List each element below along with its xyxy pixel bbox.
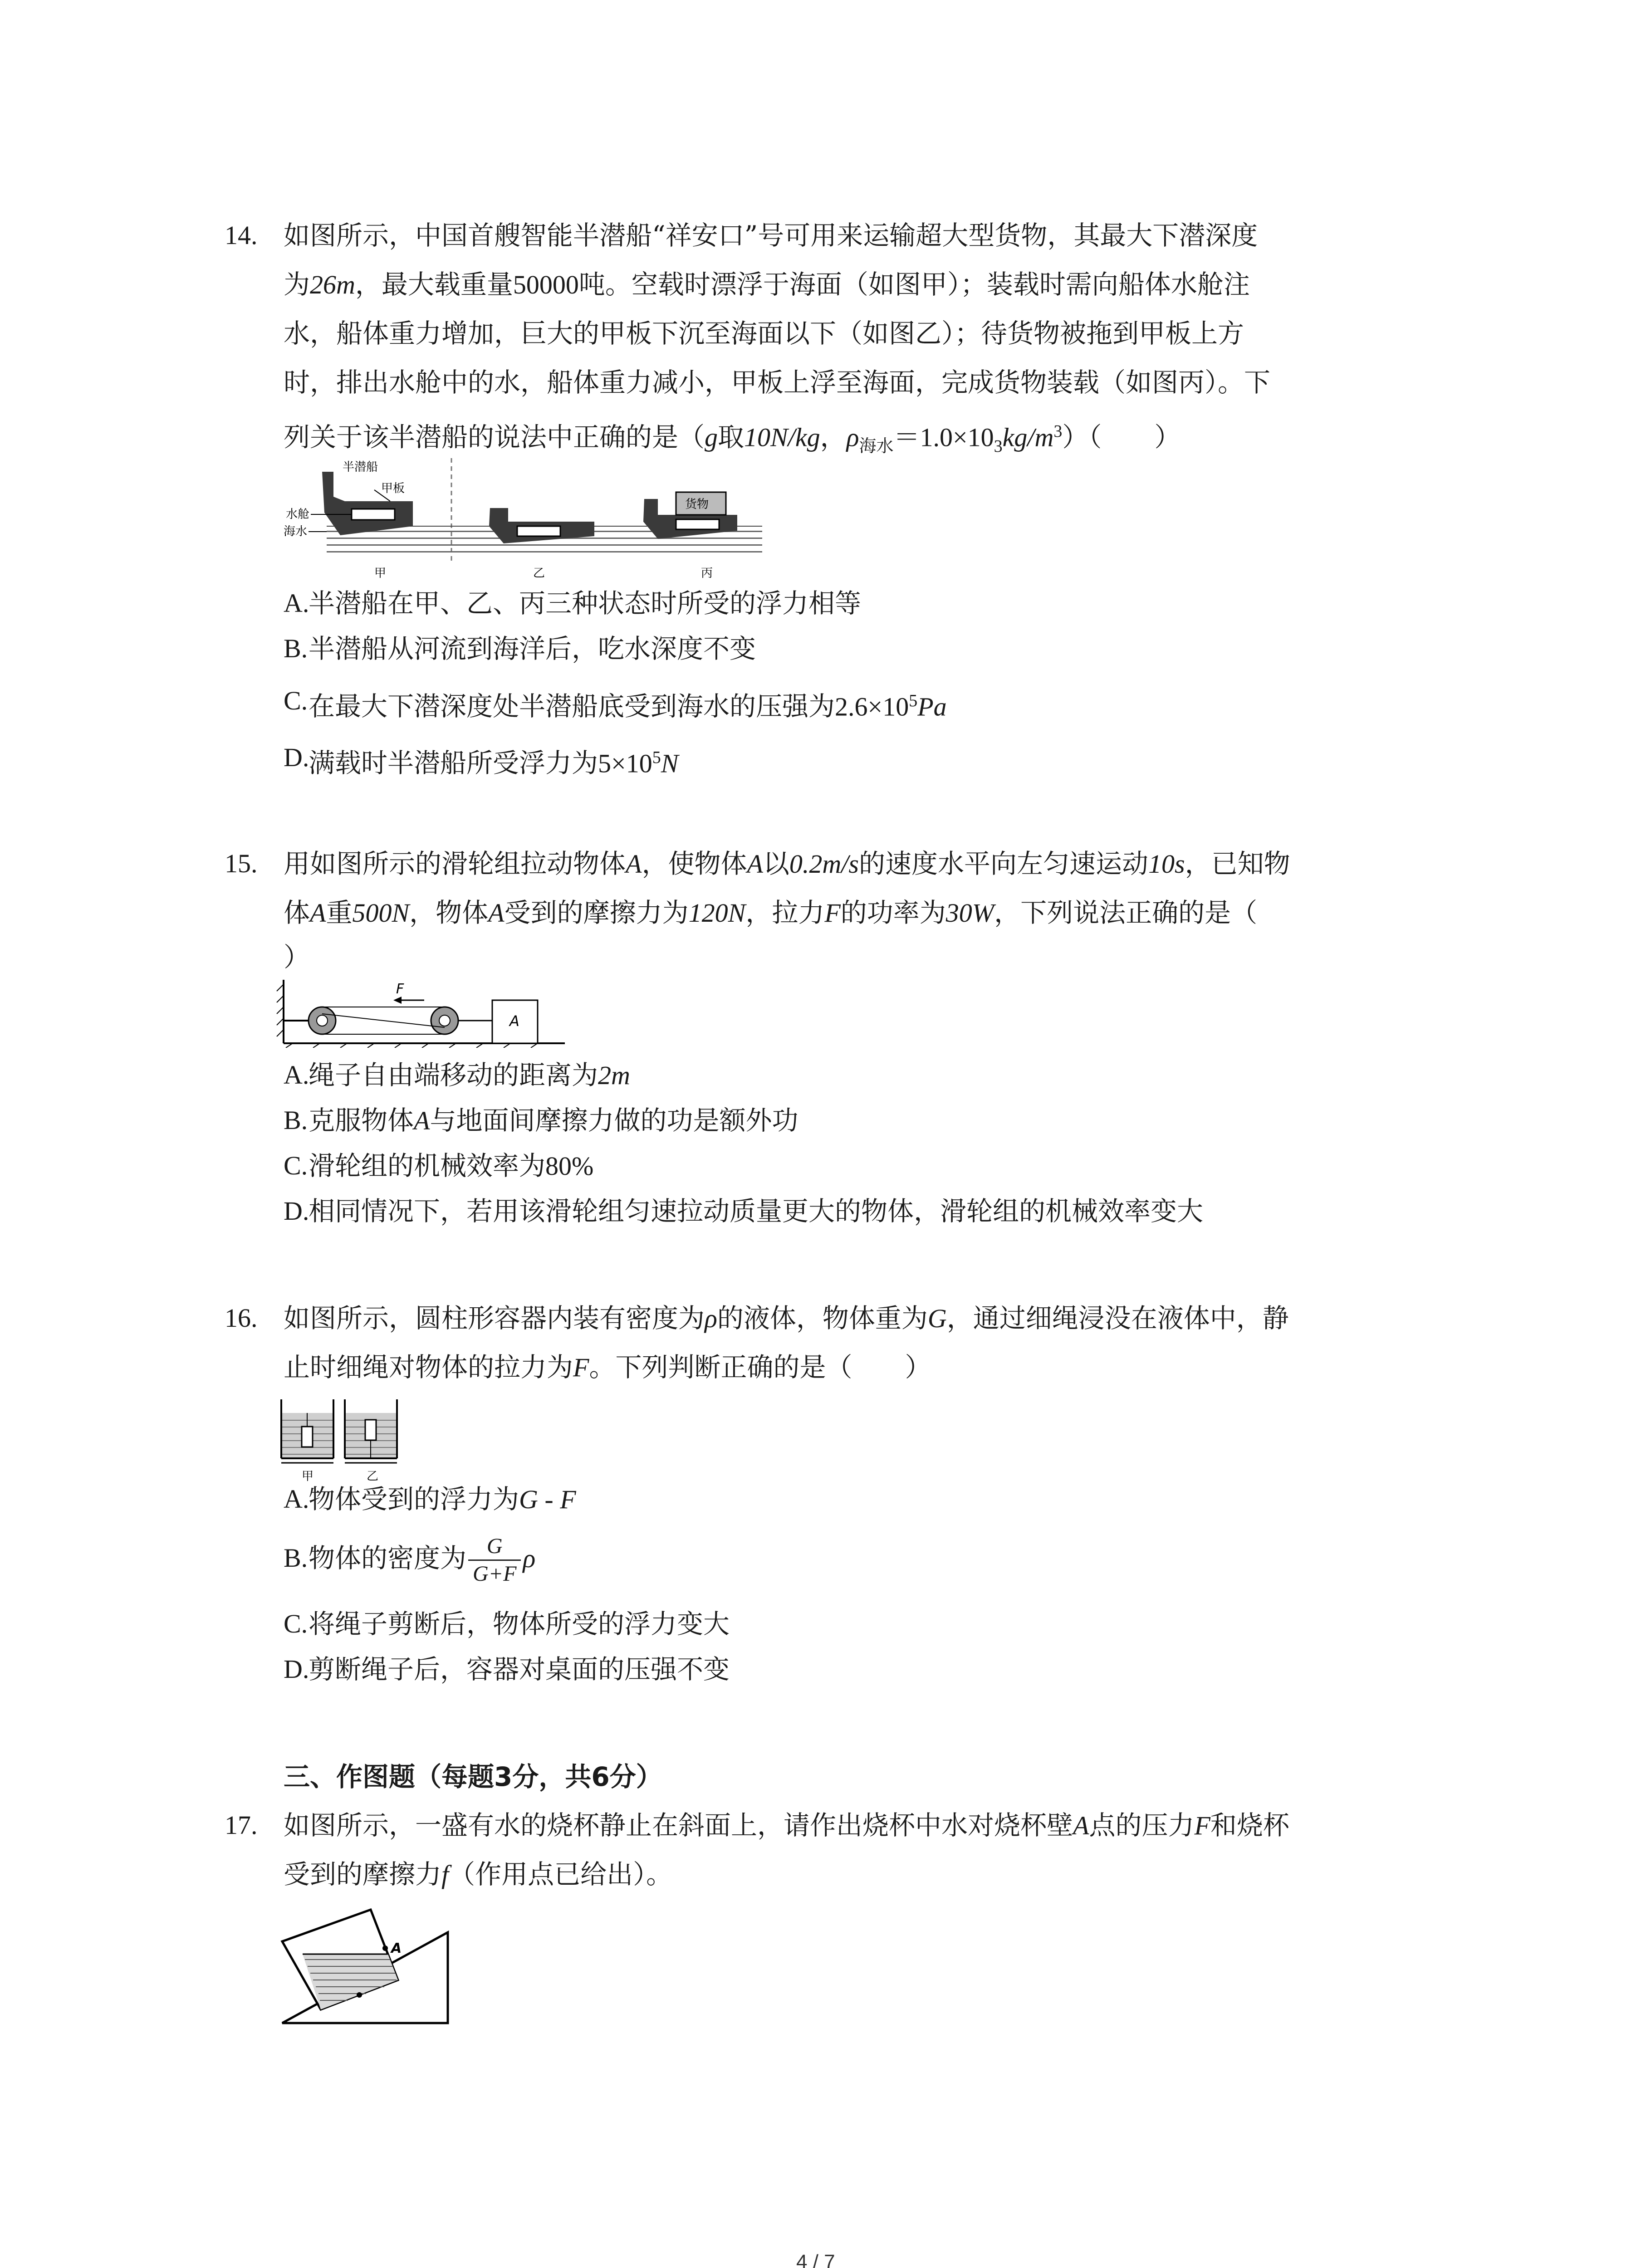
label-jia: 甲 [374,567,387,580]
question-number: 16. [225,1303,258,1333]
option-a[interactable]: A. 物体受到的浮力为G - F [284,1484,576,1515]
option-d[interactable]: D. 剪断绳子后，容器对桌面的压强不变 [284,1654,730,1685]
immersed-object-figure [277,1395,408,1483]
question-line: 如图所示，中国首艘智能半潜船“祥安口”号可用来运输超大型货物，其最大下潜深度 [284,220,1258,251]
page-number: 4 / 7 [796,2251,835,2268]
option-c[interactable]: C. 滑轮组的机械效率为80% [284,1150,594,1181]
container-yi [345,1399,397,1463]
question-number: 14. [225,220,258,250]
label-yi: 乙 [533,567,545,580]
pulley-system-figure [274,975,565,1048]
question-number: 17. [225,1810,258,1840]
label-tank: 水舱 [286,508,310,521]
question-line: 体A重500N，物体A受到的摩擦力为120N，拉力F的功率为30W，下列说法正确的是（ [284,897,1258,928]
semi-submersible-ship-figure [277,458,762,581]
option-d[interactable]: D. 相同情况下，若用该滑轮组匀速拉动质量更大的物体，滑轮组的机械效率变大 [284,1196,1204,1227]
option-c[interactable]: C. 在最大下潜深度处半潜船底受到海水的压强为$2.6\times 10^5Pa$ [284,686,947,722]
option-c[interactable]: C. 将绳子剪断后，物体所受的浮力变大 [284,1608,730,1639]
label-bing: 丙 [701,567,713,580]
option-a[interactable]: A. 绳子自由端移动的距离为2m [284,1060,630,1090]
beaker-on-incline-figure [278,1901,455,2032]
question-line: 为26m，最大载重量50000吨。空载时漂浮于海面（如图甲）；装载时需向船体水舱注 [284,269,1250,300]
question-line: 如图所示，一盛有水的烧杯静止在斜面上，请作出烧杯中水对烧杯壁A点的压力F和烧杯 [284,1810,1289,1841]
label-ship: 半潜船 [343,460,378,474]
option-b[interactable]: B. 物体的密度为 $\frac{G}{G+F}$ ρ [284,1524,535,1593]
option-b[interactable]: B. 半潜船从河流到海洋后，吃水深度不变 [284,633,756,664]
option-d[interactable]: D. 满载时半潜船所受浮力为$5\times 10^5N$ [284,743,679,779]
label-sea: 海水 [284,525,308,538]
question-line: 时，排出水舱中的水，船体重力减小，甲板上浮至海面，完成货物装载（如图丙）。下 [284,367,1271,398]
question-line: 受到的摩擦力f（作用点已给出）。 [284,1859,673,1890]
label-cargo: 货物 [685,498,709,511]
option-b[interactable]: B. 克服物体A与地面间摩擦力做的功是额外功 [284,1105,798,1136]
question-line: 如图所示，圆柱形容器内装有密度为ρ的液体，物体重为G，通过细绳浸没在液体中，静 [284,1303,1289,1334]
density-fraction: $\frac{G}{G+F}$ [468,1533,521,1587]
label-A: A [509,1012,519,1030]
option-a[interactable]: A. 半潜船在甲、乙、丙三种状态时所受的浮力相等 [284,588,862,619]
label-yi: 乙 [367,1470,379,1483]
label-deck: 甲板 [381,482,405,495]
label-A: A [391,1941,402,1956]
question-line: 用如图所示的滑轮组拉动物体A，使物体A以0.2m/s的速度水平向左匀速运动10s，已知物 [284,848,1290,879]
question-line: 止时细绳对物体的拉力为F。下列判断正确的是（ ） [284,1352,931,1383]
label-jia: 甲 [302,1470,314,1483]
section-heading: 三、作图题（每题3分，共6分） [284,1761,662,1792]
question-number: 15. [225,849,258,878]
label-F: F [396,981,404,997]
question-line: 列关于该半潜船的说法中正确的是（g取10N/kg，$\rho_{海水}=1.0\times 10_3kg/m^3$）（ ） [284,421,1181,456]
container-jia [281,1399,333,1463]
question-line: 水，船体重力增加，巨大的甲板下沉至海面以下（如图乙）；待货物被拖到甲板上方 [284,318,1244,349]
question-line: ） [284,942,310,973]
